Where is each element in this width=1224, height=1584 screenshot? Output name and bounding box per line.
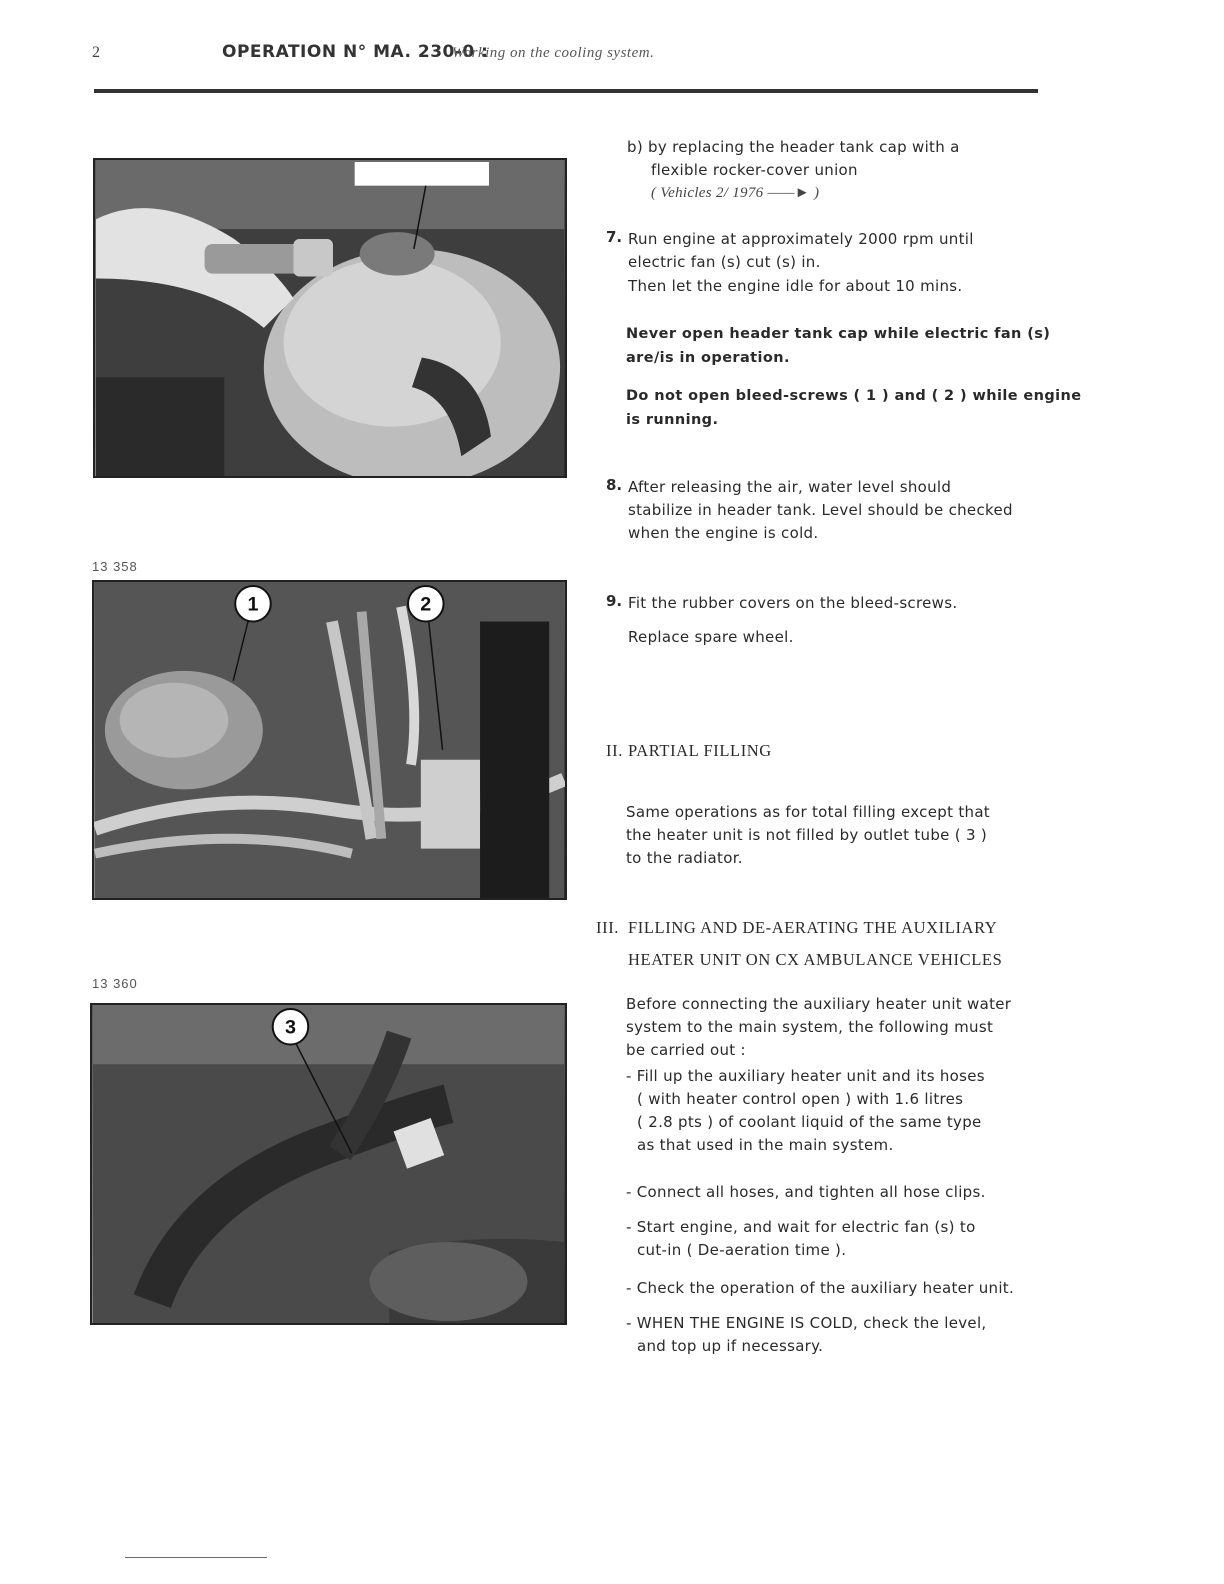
step-7-line-3: Then let the engine idle for about 10 mins.	[628, 277, 963, 295]
step-8-line-2: stabilize in header tank. Level should be checked	[628, 501, 1013, 519]
section-3-bullet-4: - Check the operation of the auxiliary heater unit.	[626, 1279, 1015, 1297]
step-b-line-3: ( Vehicles 2/ 1976 ——► )	[651, 185, 820, 201]
step-7-number: 7.	[606, 228, 623, 246]
step-7-line-2: electric fan (s) cut (s) in.	[628, 253, 821, 271]
section-2-title: PARTIAL FILLING	[628, 741, 772, 760]
section-3-bullet-1-line-4: as that used in the main system.	[637, 1136, 894, 1154]
section-3-number: III.	[596, 918, 620, 937]
callout-3: 3	[284, 1016, 296, 1039]
footer-rule	[125, 1557, 267, 1558]
operation-title: OPERATION N° MA. 230-0 :	[222, 42, 489, 62]
step-9-number: 9.	[606, 592, 623, 610]
figure-number-13360: 13 360	[92, 976, 138, 991]
section-3-bullet-3-line-2: cut-in ( De-aeration time ).	[637, 1241, 847, 1259]
section-3-bullet-1-line-1: - Fill up the auxiliary heater unit and its hoses	[626, 1067, 985, 1085]
step-8-line-1: After releasing the air, water level should	[628, 478, 952, 496]
section-3-bullet-5-line-1: - WHEN THE ENGINE IS COLD, check the level,	[626, 1314, 987, 1332]
operation-subtitle: Working on the cooling system.	[452, 45, 655, 61]
section-3-intro-2: system to the main system, the following must	[626, 1018, 994, 1036]
warning-1-line-1: Never open header tank cap while electric fan (s)	[626, 326, 1051, 342]
section-3-bullet-2: - Connect all hoses, and tighten all hose clips.	[626, 1183, 986, 1201]
section-3-intro-1: Before connecting the auxiliary heater unit water	[626, 995, 1012, 1013]
step-b-line-1: b) by replacing the header tank cap with a	[627, 138, 960, 156]
photo-header-tank	[93, 158, 567, 478]
section-3-bullet-3-line-1: - Start engine, and wait for electric fan (s) to	[626, 1218, 976, 1236]
section-2-number: II.	[606, 741, 623, 760]
header-rule	[94, 89, 1038, 93]
warning-2-line-1: Do not open bleed-screws ( 1 ) and ( 2 ) while engine	[626, 388, 1082, 404]
step-8-line-3: when the engine is cold.	[628, 524, 819, 542]
section-3-title-line-1: FILLING AND DE-AERATING THE AUXILIARY	[628, 918, 998, 937]
section-3-intro-3: be carried out :	[626, 1041, 746, 1059]
step-b-line-2: flexible rocker-cover union	[651, 161, 858, 179]
photo-outlet-tube	[90, 1003, 567, 1325]
outlet-tube-illustration	[92, 1005, 565, 1323]
header-tank-illustration	[95, 160, 565, 476]
section-2-line-1: Same operations as for total filling except that	[626, 803, 990, 821]
warning-2-line-2: is running.	[626, 412, 719, 428]
bleed-screws-illustration	[94, 582, 565, 898]
step-9-line-2: Replace spare wheel.	[628, 628, 794, 646]
step-9-line-1: Fit the rubber covers on the bleed-screws.	[628, 594, 958, 612]
section-3-bullet-5-line-2: and top up if necessary.	[637, 1337, 824, 1355]
section-2-line-2: the heater unit is not filled by outlet tube ( 3 )	[626, 826, 988, 844]
section-3-bullet-1-line-3: ( 2.8 pts ) of coolant liquid of the same type	[637, 1113, 982, 1131]
step-8-number: 8.	[606, 476, 623, 494]
callout-1: 1	[247, 593, 259, 616]
callout-2: 2	[420, 593, 432, 616]
photo-bleed-screws	[92, 580, 567, 900]
section-3-title-line-2: HEATER UNIT ON CX AMBULANCE VEHICLES	[628, 950, 1003, 969]
figure-number-13358: 13 358	[92, 559, 138, 574]
section-2-line-3: to the radiator.	[626, 849, 743, 867]
section-3-bullet-1-line-2: ( with heater control open ) with 1.6 litres	[637, 1090, 964, 1108]
step-7-line-1: Run engine at approximately 2000 rpm until	[628, 230, 974, 248]
warning-1-line-2: are/is in operation.	[626, 350, 790, 366]
page-number: 2	[92, 44, 100, 61]
